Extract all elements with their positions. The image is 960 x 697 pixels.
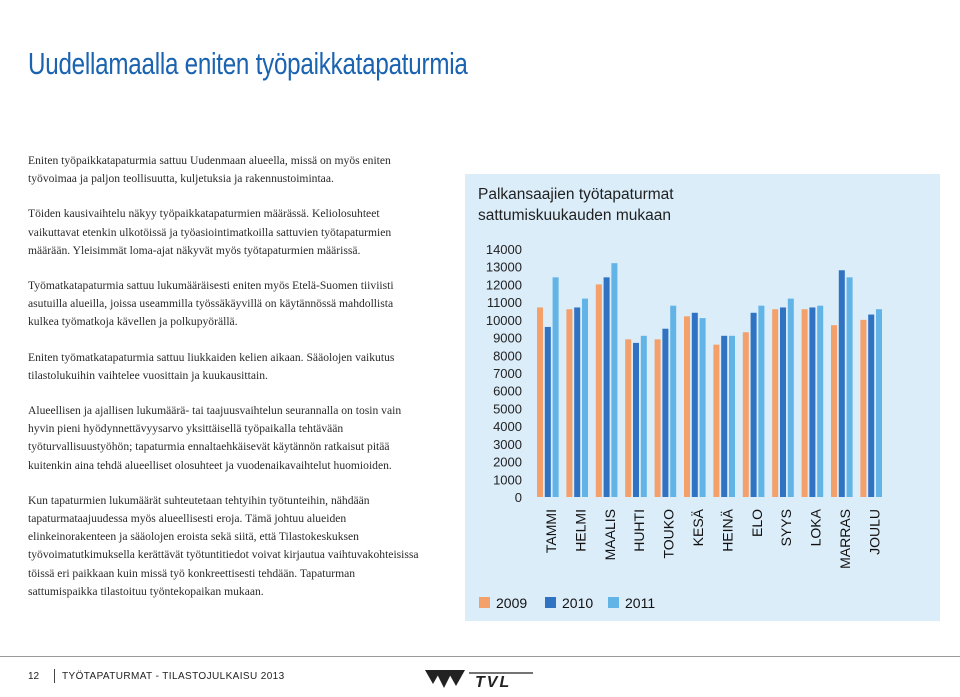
footer-divider	[0, 656, 960, 657]
y-tick-label: 13000	[485, 259, 522, 275]
bar-2009-elo	[743, 332, 749, 497]
x-tick-label: SYYS	[778, 509, 795, 547]
bar-2010-touko	[662, 329, 668, 497]
x-tick-label: LOKA	[807, 509, 824, 547]
x-tick-label: HEINÄ	[719, 509, 736, 552]
page-number: 12	[28, 671, 40, 682]
paragraph: Eniten työmatkatapaturmia sattuu liukkaiden kelien aikaan. Sääolojen vaikutus tilastolukuihin vaihtelee vuosittain ja kuukausittain.	[28, 350, 395, 382]
bar-2010-elo	[751, 313, 757, 497]
bar-2009-loka	[802, 309, 808, 497]
bar-2009-touko	[655, 339, 661, 497]
y-tick-label: 4000	[493, 419, 522, 435]
bar-2010-tammi	[545, 327, 551, 497]
x-tick-label: MARRAS	[837, 509, 853, 569]
bar-2011-helmi	[582, 299, 588, 497]
bar-2011-syys	[788, 299, 794, 497]
chart-panel	[465, 174, 940, 621]
y-tick-label: 12000	[485, 277, 522, 293]
paragraph: Alueellisen ja ajallisen lukumäärä- tai taajuusvaihtelun seurannalla on tosin vain hyvin pieni hyödynnettävyysarvo yksittäisellä työpaikalla tehtävään työturvallisuustyöhön; tapaturmia ennaltaehkäisevät käytännön ratkaisut pitää kuitenkin aina tehdä alueelliset olosuhteet ja vuodenaikavaihtelut huomioiden.	[28, 404, 402, 472]
x-tick-label: HUHTI	[631, 509, 648, 552]
bar-2010-helmi	[574, 307, 580, 497]
legend-swatch-2009	[479, 597, 490, 608]
body-text	[28, 152, 424, 618]
logo-text: TVL	[475, 674, 512, 691]
bar-2009-joulu	[860, 320, 866, 497]
bar-2010-huhti	[633, 343, 639, 497]
bar-2010-joulu	[868, 315, 874, 497]
bar-2011-kesä	[700, 318, 706, 497]
bar-2009-tammi	[537, 307, 543, 497]
legend-label-2010: 2010	[562, 595, 594, 611]
bar-2010-marras	[839, 270, 845, 497]
bar-2011-touko	[670, 306, 676, 497]
bar-2009-huhti	[625, 339, 631, 497]
bar-chart	[465, 174, 940, 621]
legend-label-2009: 2009	[496, 595, 528, 611]
tvl-logo	[425, 666, 535, 692]
bar-2010-heinä	[721, 336, 727, 497]
page-title: Uudellamaalla eniten työpaikkatapaturmia	[28, 46, 468, 81]
y-tick-label: 10000	[485, 312, 522, 328]
y-tick-label: 9000	[493, 330, 522, 346]
bar-2011-marras	[847, 277, 853, 497]
bar-2010-kesä	[692, 313, 698, 497]
bar-2011-huhti	[641, 336, 647, 497]
bar-2009-kesä	[684, 316, 690, 497]
legend-label-2011: 2011	[625, 595, 656, 611]
paragraph: Työmatkatapaturmia sattuu lukumääräisesti eniten myös Etelä-Suomen tiiviisti asutuilla alueilla, joissa useammilla työssäkäyvillä on käytännössä mahdollista kulkea työmatkoja kävellen ja polkupyörällä.	[28, 279, 394, 329]
bar-2010-maalis	[604, 277, 610, 497]
bar-2011-joulu	[876, 309, 882, 497]
y-tick-label: 8000	[493, 348, 522, 364]
bar-2011-elo	[758, 306, 764, 497]
x-tick-label: HELMI	[572, 509, 589, 552]
x-tick-label: ELO	[748, 509, 765, 538]
x-tick-label: TAMMI	[543, 509, 559, 554]
y-tick-label: 1000	[493, 472, 522, 488]
bar-2009-helmi	[566, 309, 572, 497]
bar-2010-loka	[809, 307, 815, 497]
publication-name: TYÖTAPATURMAT - TILASTOJULKAISU 2013	[62, 671, 285, 682]
bar-2009-marras	[831, 325, 837, 497]
x-tick-label: JOULU	[866, 509, 883, 555]
y-tick-label: 11000	[486, 295, 522, 311]
chart-title-line: Palkansaajien työtapaturmat	[478, 186, 674, 203]
paragraph: Eniten työpaikkatapaturmia sattuu Uudenmaan alueella, missä on myös eniten työvoimaa ja paljon teollisuutta, kuljetuksia ja rakennustoimintaa.	[28, 154, 391, 186]
y-tick-label: 14000	[485, 242, 522, 257]
y-tick-label: 2000	[493, 454, 522, 470]
x-tick-label: MAALIS	[601, 509, 618, 561]
bar-2010-syys	[780, 307, 786, 497]
bar-2011-tammi	[553, 277, 559, 497]
bar-2009-maalis	[596, 284, 602, 497]
y-tick-label: 5000	[493, 401, 522, 417]
y-tick-label: 3000	[493, 436, 522, 452]
bar-2009-heinä	[713, 345, 719, 497]
legend-swatch-2011	[608, 597, 619, 608]
y-tick-label: 0	[514, 490, 522, 505]
legend-swatch-2010	[545, 597, 556, 608]
bar-2009-syys	[772, 309, 778, 497]
bar-2011-heinä	[729, 336, 735, 497]
paragraph: Kun tapaturmien lukumäärät suhteutetaan tehtyihin työtunteihin, nähdään tapaturmataajuudessa myös alueellisesti eroja. Tämä johtuu alueiden elinkeinorakenteen ja sääolojen eroista sekä siitä, että Tilastokeskuksen työvoimatutkimuksella kerättävät työtuntitiedot voivat kirjautua vaihtuvakohteisissa töissä eri paikkaan kuin missä työ konkreettisesti tehdään. Tapaturman sattumispaikka tilastoituu työntekopaikan mukaan.	[28, 493, 419, 598]
paragraph: Töiden kausivaihtelu näkyy työpaikkatapaturmien määrässä. Keliolosuhteet vaikuttavat etenkin ulkotöissä ja työasiointimatkoilla sattuvien työtapaturmien määrään. Yleisimmät loma-ajat näkyvät myös työtapaturmien määrissä.	[28, 207, 392, 257]
bar-2011-maalis	[611, 263, 617, 497]
y-tick-label: 7000	[493, 366, 522, 381]
footer-separator	[54, 669, 55, 683]
bar-2011-loka	[817, 306, 823, 497]
x-tick-label: TOUKO	[660, 509, 677, 559]
y-tick-label: 6000	[493, 383, 522, 399]
chart-title-line: sattumiskuukauden mukaan	[478, 207, 672, 224]
x-tick-label: KESÄ	[690, 509, 706, 547]
